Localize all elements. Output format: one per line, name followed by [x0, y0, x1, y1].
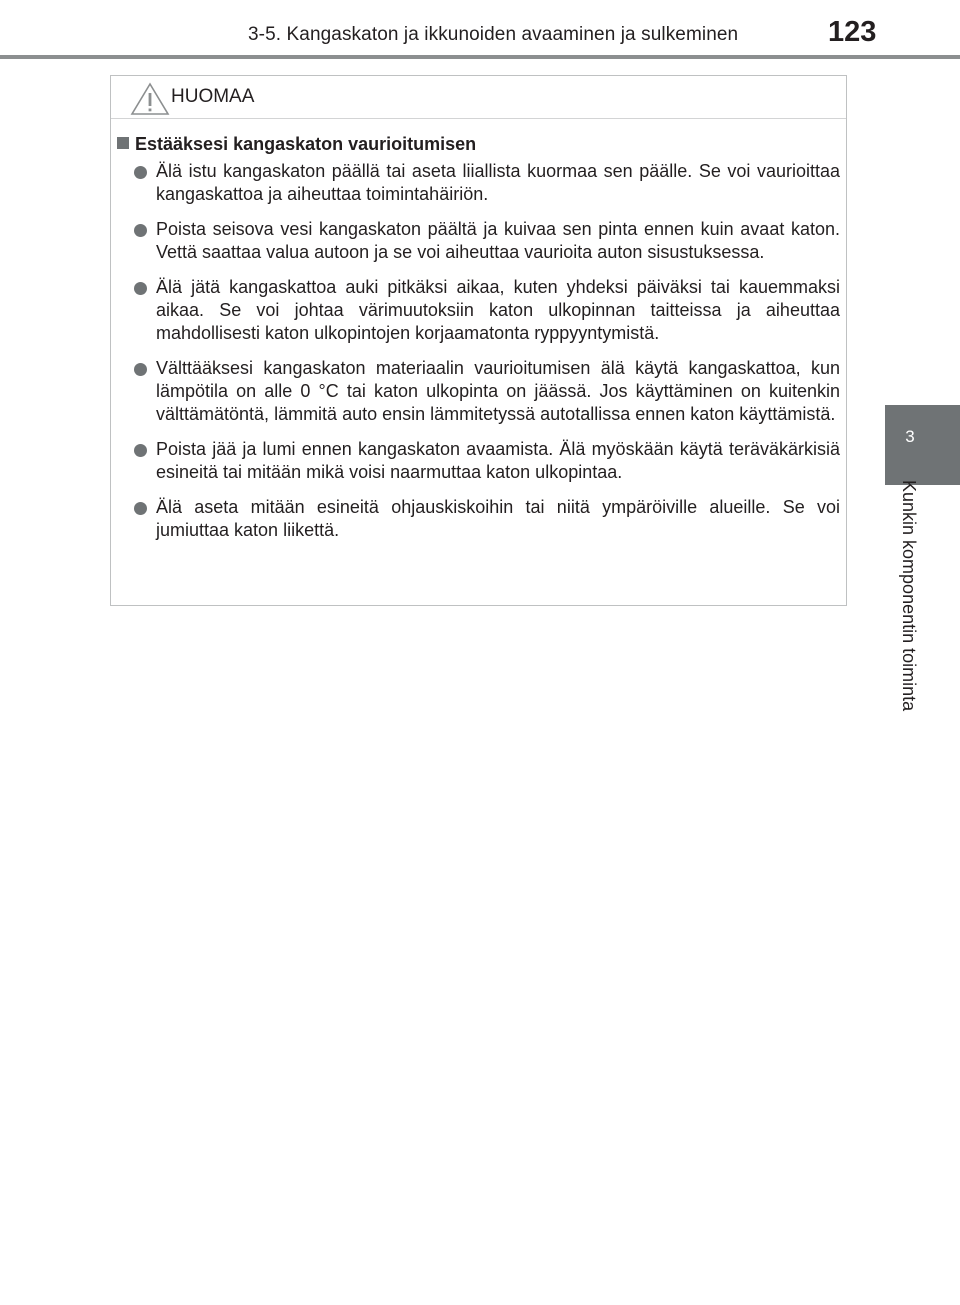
list-item-text: Älä aseta mitään esineitä ohjauskiskoihin tai niitä ympäröiville alueille. Se voi jumiuttaa katon liikettä.: [156, 497, 840, 540]
section-title: Estääksesi kangaskaton vaurioitumisen: [135, 134, 477, 154]
bullet-dot-icon: [134, 363, 147, 376]
list-item: [131, 438, 840, 484]
list-item: [131, 276, 840, 345]
list-item-text: Poista seisova vesi kangaskaton päältä ja kuivaa sen pinta ennen kuin avaat katon. Vettä saattaa valua autoon ja se voi aiheuttaa vaurioita auton sisustuksessa.: [156, 219, 840, 262]
square-bullet-icon: [117, 137, 129, 149]
bullet-dot-icon: [134, 224, 147, 237]
bullet-dot-icon: [134, 282, 147, 295]
list-item-text: Välttääksesi kangaskaton materiaalin vaurioitumisen älä käytä kangaskattoa, kun lämpötila on alle 0 °C tai katon ulkopinta on jäässä. Jos käyttäminen on kuitenkin välttämätöntä, lämmitä auto ensin lämmitetyssä autotallissa ennen katon käyttämistä.: [156, 358, 840, 424]
header-title: 3-5. Kangaskaton ja ikkunoiden avaaminen ja sulkeminen: [248, 24, 739, 45]
list-item-text: Älä istu kangaskaton päällä tai aseta liiallista kuormaa sen päälle. Se voi vaurioittaa kangaskattoa ja aiheuttaa toimintahäiriön.: [156, 161, 840, 204]
bullet-dot-icon: [134, 502, 147, 515]
notice-box: [110, 75, 847, 606]
list-item-text: Poista jää ja lumi ennen kangaskaton avaamista. Älä myöskään käytä teräväkärkisiä esineitä tai mitään mikä voisi naarmuttaa katon ulkopintaa.: [156, 439, 840, 482]
warning-triangle-icon: [130, 82, 170, 116]
list-item: [131, 218, 840, 264]
chapter-tab-number: 3: [905, 427, 915, 446]
list-item: [131, 496, 840, 542]
notice-header: [111, 76, 846, 119]
bullet-dot-icon: [134, 444, 147, 457]
list-item: [131, 160, 840, 206]
chapter-tab-label: Kunkin komponentin toiminta: [899, 480, 919, 712]
header-rule: [0, 55, 960, 59]
notice-title: HUOMAA: [171, 86, 255, 107]
notice-list: [131, 160, 840, 554]
page-number: 123: [828, 16, 877, 48]
list-item: [131, 357, 840, 426]
list-item-text: Älä jätä kangaskattoa auki pitkäksi aikaa, kuten yhdeksi päiväksi tai kauemmaksi aikaa. Se voi johtaa värimuutoksiin katon ulkopinnan taitteissa ja aiheuttaa mahdollisesti katon ulkopintojen korjaamatonta ryppyyntymistä.: [156, 277, 840, 343]
bullet-dot-icon: [134, 166, 147, 179]
